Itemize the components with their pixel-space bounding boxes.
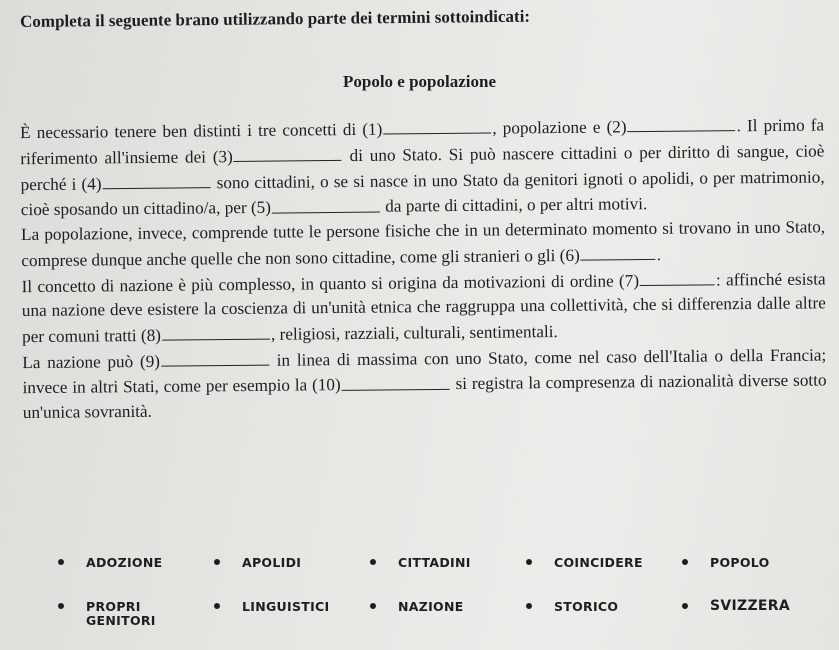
word-label: SVIZZERA bbox=[710, 598, 791, 614]
paragraph-4 bbox=[22, 342, 827, 426]
word-item bbox=[526, 555, 682, 570]
blank-8[interactable] bbox=[162, 321, 270, 340]
word-label: POPOLO bbox=[710, 554, 770, 570]
text-segment: in linea di massima con uno Stato, come nel caso dell'Italia o della Francia; invece in altri Stati, come per esempio la (10) bbox=[22, 345, 827, 398]
text-segment: La nazione può (9) bbox=[22, 351, 161, 372]
blank-9[interactable] bbox=[161, 347, 269, 366]
blank-1[interactable] bbox=[383, 115, 491, 134]
text-segment: , religiosi, razziali, culturali, sentimentali. bbox=[270, 321, 558, 344]
word-label: CITTADINI bbox=[398, 554, 471, 570]
text-segment: La popolazione, invece, comprende tutte le persone fisiche che in un determinato momento si trovano in uno Stato, comprese dunque anche quelle che non sono cittadine, come gli stranieri o gli (6) bbox=[21, 217, 826, 270]
blank-7[interactable] bbox=[640, 267, 715, 286]
word-label: APOLIDI bbox=[242, 554, 302, 570]
word-label: STORICO bbox=[554, 598, 619, 614]
word-item bbox=[526, 599, 682, 614]
text-segment: Il concetto di nazione è più complesso, in quanto si origina da motivazioni di ordine (7) bbox=[21, 270, 640, 296]
bullet-icon bbox=[370, 603, 376, 609]
text-segment: si registra la compresenza di nazionalità diverse sotto un'unica sovranità. bbox=[22, 370, 827, 423]
word-label: LINGUISTICI bbox=[242, 598, 330, 614]
word-bank-row-1 bbox=[58, 540, 838, 584]
blank-6[interactable] bbox=[581, 242, 656, 261]
text-segment: . bbox=[656, 244, 662, 264]
word-bank-row-2 bbox=[58, 584, 838, 628]
bullet-icon bbox=[58, 559, 64, 565]
bullet-icon bbox=[214, 603, 220, 609]
paragraph-2 bbox=[21, 215, 825, 273]
word-item bbox=[682, 598, 838, 614]
blank-2[interactable] bbox=[627, 113, 735, 132]
word-label: COINCIDERE bbox=[554, 554, 643, 570]
text-segment: sono cittadini, o se si nasce in uno Stato da genitori ignoti o apolidi, o per matrimonio, cioè sposando un cittadino/a, per (5) bbox=[20, 167, 825, 220]
blank-10[interactable] bbox=[342, 371, 450, 390]
blank-3[interactable] bbox=[234, 143, 342, 162]
word-item bbox=[370, 599, 526, 614]
instruction-text: Completa il seguente brano utilizzando parte dei termini sottoindicati: bbox=[20, 6, 531, 31]
text-segment: da parte di cittadini, o per altri motivi. bbox=[380, 194, 648, 217]
word-label: NAZIONE bbox=[398, 598, 464, 614]
text-segment: : affinché esista una nazione deve esistere la coscienza di un'unità etnica che raggruppa una collettività, che si differenzia dalle altre per comuni tratti (8) bbox=[21, 268, 826, 347]
bullet-icon bbox=[682, 559, 688, 565]
text-segment: È necessario tenere ben distinti i tre concetti di (1) bbox=[20, 119, 383, 143]
word-item bbox=[214, 599, 370, 614]
passage-body bbox=[20, 112, 827, 426]
word-bank-continuation: GENITORI bbox=[86, 613, 156, 628]
word-label: PROPRI bbox=[86, 598, 141, 614]
bullet-icon bbox=[526, 559, 532, 565]
paragraph-3 bbox=[21, 266, 826, 350]
blank-5[interactable] bbox=[272, 194, 380, 213]
word-bank bbox=[58, 540, 838, 628]
paragraph-1 bbox=[20, 112, 825, 223]
word-item bbox=[58, 555, 214, 570]
bullet-icon bbox=[682, 603, 688, 609]
passage-title: Popolo e popolazione bbox=[342, 72, 496, 91]
word-item bbox=[58, 599, 214, 614]
bullet-icon bbox=[58, 603, 64, 609]
text-segment: . Il primo fa riferimento all'insieme dei (3) bbox=[20, 115, 825, 168]
word-item bbox=[370, 555, 526, 570]
bullet-icon bbox=[214, 559, 220, 565]
text-segment: di uno Stato. Si può nascere cittadini o per diritto di sangue, cioè perché i (4) bbox=[20, 141, 825, 194]
word-item bbox=[214, 555, 370, 570]
word-label: ADOZIONE bbox=[86, 554, 163, 570]
text-segment: , popolazione e (2) bbox=[492, 117, 627, 138]
bullet-icon bbox=[526, 603, 532, 609]
blank-4[interactable] bbox=[102, 170, 210, 189]
word-item bbox=[682, 555, 838, 570]
bullet-icon bbox=[370, 559, 376, 565]
